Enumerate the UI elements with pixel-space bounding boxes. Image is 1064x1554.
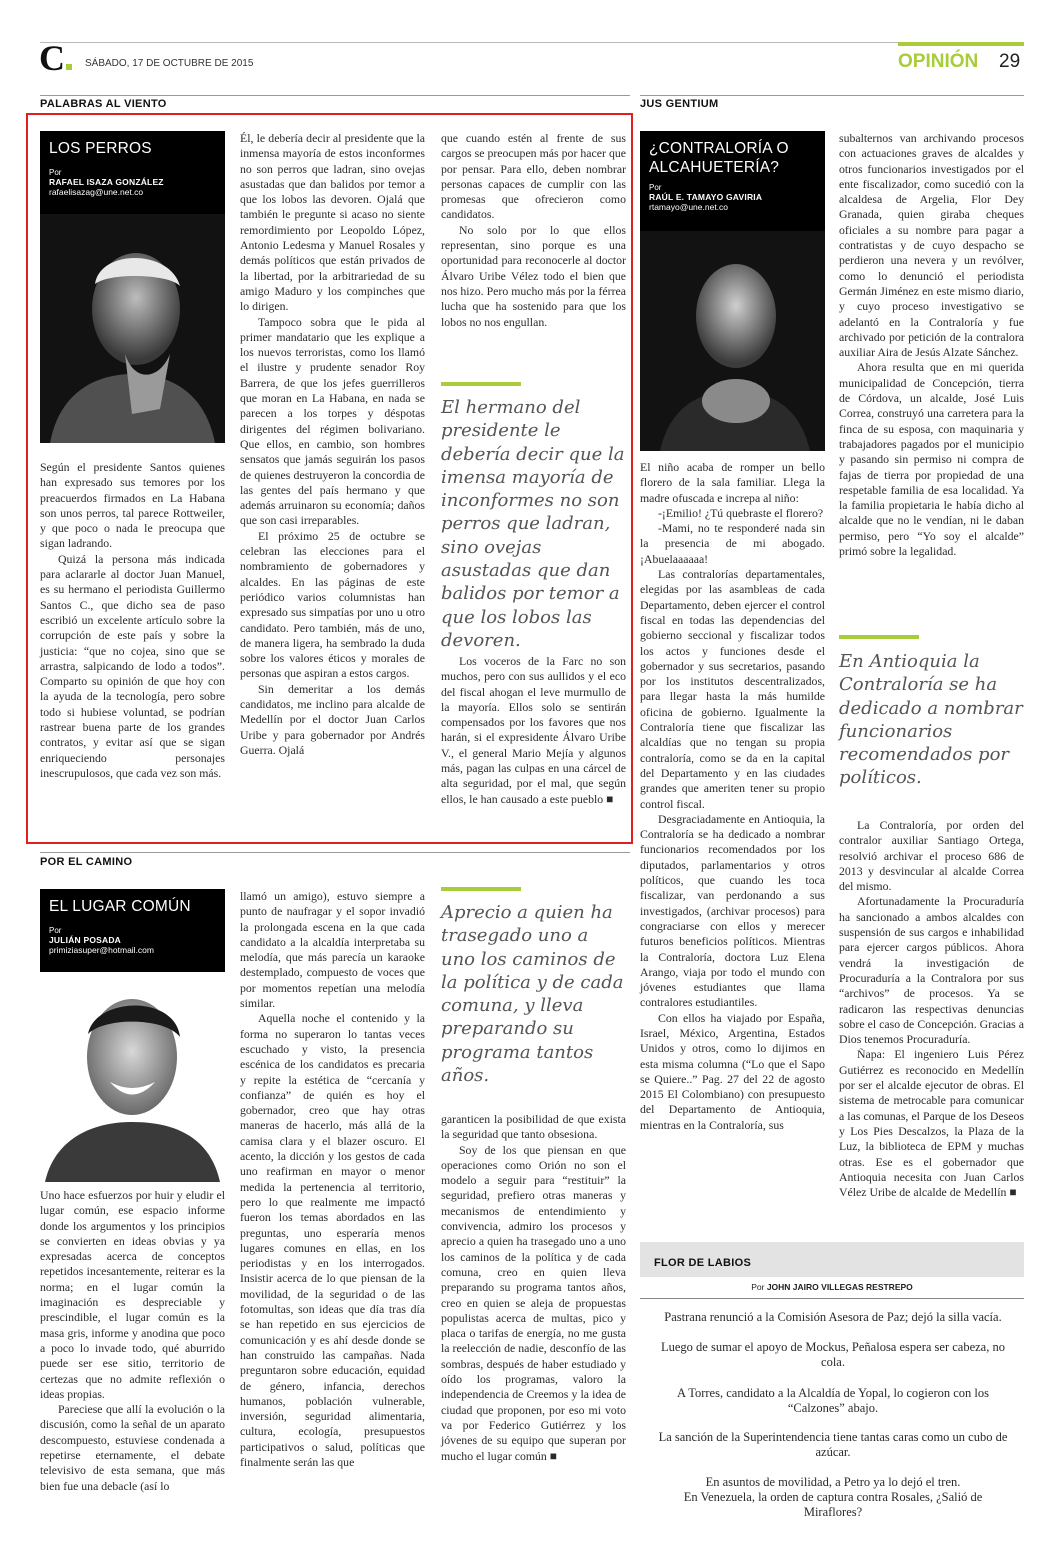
author-email[interactable]: rtamayo@une.net.co (649, 202, 729, 212)
byline-box-perros (40, 131, 225, 214)
col-perros-3a (441, 131, 626, 330)
author-name: JULIÁN POSADA (49, 935, 122, 945)
author-name: JOHN JAIRO VILLEGAS RESTREPO (766, 1282, 913, 1292)
paragraph: No solo por lo que ellos representan, sino porque es una oportunidad para reconocerle al doctor Álvaro Uribe Vélez todo el bien que nos hizo. Pero mucho más por la férrea lucha que ha sostenido para que los lobos no nos engullan. (441, 222, 626, 329)
paragraph: garanticen la posibilidad de que exista la seguridad que tanto obsesiona. (441, 1112, 626, 1142)
by-label: Por (49, 168, 62, 177)
section-accent-bar (898, 42, 1024, 46)
flor-item: Luego de sumar el apoyo de Mockus, Peñalosa espera ser cabeza, no cola. (661, 1340, 1005, 1369)
author-photo (40, 972, 225, 1182)
col-lugar-1 (40, 1188, 225, 1494)
quote-accent (441, 887, 521, 891)
paragraph: Afortunadamente la Procuraduría ha sancionado a ambos alcaldes con suspensión de sus cargos e inhabilidad para ejercer cargos públicos. Ahora vendrá la investigación de Procuraduría a la Contralora por sus “archivos” de procesos. Ya se radicaron las respectivas denuncias sobre el caso de Concepción. Gracias a Dios tenemos Procuraduría. (839, 894, 1024, 1047)
col-perros-2 (240, 131, 425, 758)
kicker-palabras: PALABRAS AL VIENTO (40, 98, 167, 110)
rule (40, 95, 630, 96)
flor-item: La sanción de la Superintendencia tiene tantas caras como un cubo de azúcar. (658, 1430, 1008, 1459)
author-name: RAFAEL ISAZA GONZÁLEZ (49, 177, 164, 187)
article-title: ¿CONTRALORÍA O ALCAHUETERÍA? (649, 140, 789, 176)
paragraph: subalternos van archivando procesos con actuaciones graves de alcaldes y otros funcionarios investigados por el ente fiscalizador, como sucedió con la alcaldesa de Argelia, Flor Dey Granada, quien giraba cheques oficiales a su nombre para pagar a contratistas y de cuyo despacho se perdieron una nevera y un revólver, como lo denunció el periodista Germán Jiménez en este mismo diario, y cuyo proceso investigativo se adelantó en la Contraloría y fue archivado por petición de la contralora auxiliar Aira de Jesús Alzate Sánchez. (839, 131, 1024, 360)
flor-item: En asuntos de movilidad, a Petro ya lo dejó el tren. (705, 1475, 961, 1489)
author-photo (640, 231, 825, 451)
paragraph: Soy de los que piensan en que operaciones como Orión no son el modelo a seguir para “restituir” la seguridad, prefiero otras maneras y mecanismos de entendimiento y convivencia, admiro los procesos y aprecio a quien ha trasegado uno a uno los caminos de la política y de cada comuna, creo en quien lleva preparando su programa tantos años, creo en quien se aleja de propuestas populistas acerca de multas, pico y placa o tarifas de energía, no me gusta la reelección de nadie, desconfío de las sombras, después de haber estudiado y oído los programas, valoro la independencia de Creemos y la idea de ciudad que proponen, por eso mi voto va por Federico Gutiérrez y los jóvenes de su equipo que superan por mucho el lugar común ■ (441, 1142, 626, 1463)
kicker-flor: FLOR DE LABIOS (654, 1257, 752, 1269)
flor-byline (640, 1282, 1024, 1292)
article-title: LOS PERROS (49, 140, 152, 157)
col-perros-1 (40, 460, 225, 781)
byline-box-lugar (40, 889, 225, 972)
kicker-jus: JUS GENTIUM (640, 98, 719, 110)
flor-item: En Venezuela, la orden de captura contra Rosales, ¿Salió de Miraflores? (683, 1490, 983, 1519)
rule (40, 852, 630, 853)
by-label: Por (751, 1282, 765, 1292)
pull-quote: En Antioquia la Contraloría se ha dedicado a nombrar funcionarios recomendados por políticos. (839, 651, 1023, 789)
paragraph: Aquella noche el contenido y la forma no superaron lo tantas veces escuchado y visto, la presencia escénica de los candidatos es precaria y repite la estética de “cercanía y confianza” de quién es hoy el gobernador, creo que hay otras maneras de hacerlo, más allá de la camisa clara y el blazer oscuro. El acento, la dicción y los gestos de cada uno reafirman en mayor o menor medida la pertenencia al territorio, pero lo que realmente me impactó fueron los temas abordados en las preguntas, uno esperaría menos lugares comunes en ellas, en los periodistas y en los interrogados. Insistir acerca de lo que piensan de la movilidad, de la seguridad o de las fotomultas, son ideas que día tras día se han repetido en sus ejercicios de comunicación y es ahí desde donde se han construido las campañas. Nada preguntaron sobre educación, equidad de género, infancia, derechos humanos, población vulnerable, inversión, seguridad alimentaria, cultura, ecología, presupuestos participativos o salud, políticas que finalmente serán las que (240, 1011, 425, 1469)
paragraph: Los voceros de la Farc no son muchos, pero con sus aullidos y el eco del fiscal ahogan el leve murmullo de la mayoría. Ellos solo se sentirán compensados por los favores que nos harán, si el expresidente Álvaro Uribe V., el general Mario Mejía y algunos más, pagan las culpas en una cárcel de alta seguridad, por el mal, que según ellos, le han causado a este pueblo ■ (441, 654, 626, 806)
pull-quote: El hermano del presidente le debería decir que la imensa mayoría de inconformes no son perros que ladran, sino ovejas asustadas que dan balidos por temor a que los lobos las devoren. (441, 397, 625, 651)
col-lugar-3 (441, 1112, 626, 1464)
paragraph: Tampoco sobra que le pida al primer mandatario que les explique a los nuevos terroristas, como los llamó el ilustre y prudente senador Roy Barrera, de que los jefes guerrilleros que moran en La Habana, en nada se parecen a los torpes y déspotas dirigentes del régimen bolivariano. Que ellos, en cambio, son hombres sensatos que jamás seguirán los pasos de quienes destruyeron la concordia de las gentes del país hermano y que además arruinaron su economía; daños que son casi irreparables. (240, 314, 425, 528)
paragraph: La Contraloría, por orden del contralor auxiliar Santiago Ortega, resolvió archivar el proceso 686 de 2013 y desvincular al alcalde Correa del mismo. (839, 818, 1024, 894)
paragraph: Ahora resulta que en mi querida municipalidad de Concepción, tierra de Córdova, un alcalde, José Luis Correa, construyó una carretera para la finca de su esposa, con maquinaria y trabajadores pagados por el municipio y pasando sin permiso ni compra de fajas de tierra por propiedad de una respetable familia de esa localidad. Ya la familia propietaria le había dicho al alcalde que no le vendían, ni le daban permiso, pero “Yo soy el alcalde” primó sobre la legalidad. (839, 360, 1024, 559)
author-email[interactable]: primiziasuper@hotmail.com (49, 945, 154, 955)
flor-item: Pastrana renunció a la Comisión Asesora de Paz; dejó la silla vacía. (664, 1310, 1002, 1324)
author-email[interactable]: rafaelisazag@une.net.co (49, 187, 144, 197)
flor-divider (640, 1298, 1024, 1299)
paragraph: que cuando estén al frente de sus cargos se preocupen más por hacer que por pensar. Para ello, deben nombrar personas capaces de cumplir con las promesas que ofrecieron como candidatos. (441, 131, 626, 222)
by-label: Por (649, 183, 662, 192)
top-rule (40, 42, 1024, 43)
issue-date: SÁBADO, 17 DE OCTUBRE DE 2015 (85, 58, 254, 69)
col-jus-1 (640, 460, 825, 1133)
paragraph: Las contralorías departamentales, elegidas por las asambleas de cada Departamento, deben ejercer el control fiscal en todas las dependencias del gobierno seccional y fiscalizar todos los actos y funciones desde el gobernador y sus secretarios, pasando por los institutos descentralizados, para llegar hasta la más humilde oficina de gobierno. Igualmente la Contraloría tiene que fiscalizar las alcaldías que no tengan su propia contraloría, como se da en la capital del Departamento y en las ciudades grandes que ameriten tener su propio control fiscal. (640, 567, 825, 811)
author-photo (40, 214, 225, 443)
page-number: 29 (999, 51, 1021, 72)
paragraph: El próximo 25 de octubre se celebran las elecciones para el nombramiento de gobernadores y alcaldes. En las páginas de este periódico varios columnistas han expresado sus simpatías por uno u otro candidato. Pero también, más de uno, de manera ligera, ha sembrado la duda sobre los valores éticos y morales de personas que aspiran a estos cargos. (240, 528, 425, 681)
paragraph: Uno hace esfuerzos por huir y eludir el lugar común, ese espacio informe donde los argumentos y los principios se convierten en ideas obvias y ya expresadas acerca de conceptos repetidos incesantemente, reiterar es la norma; en el lugar común la imaginación es despreciable y prescindible, el lugar común es la masa gris, informe y anodina que poco a poco lo invade todo, qué aburrido puede ser ese sitio, territorio de certezas que no admite reflexión o ideas propias. (40, 1188, 225, 1401)
col-perros-3b (441, 654, 626, 807)
paragraph: Con ellos ha viajado por España, Israel, México, Argentina, Estados Unidos y otros, como lo dijimos en esta misma columna (“Lo que el Sapo se Quiere..” Pag. 27 del 22 de agosto 2015 El Colombiano) con presupuesto del Departamento de Antioquia, mientras en la Contraloría, sus (640, 1010, 825, 1132)
section-title: OPINIÓN (898, 51, 979, 72)
flor-box (640, 1242, 1024, 1554)
pull-quote: Aprecio a quien ha trasegado uno a uno los caminos de la política y de cada comuna, y lleva preparando su programa tantos años. (441, 902, 624, 1087)
byline-box-jus (640, 131, 825, 231)
kicker-camino: POR EL CAMINO (40, 856, 133, 868)
col-lugar-2 (240, 889, 425, 1470)
flor-item: A Torres, candidato a la Alcaldía de Yopal, lo cogieron con los “Calzones” abajo. (676, 1386, 990, 1415)
paragraph: El niño acaba de romper un bello florero de la sala familiar. Llega la madre ofuscada e increpa al niño: (640, 460, 825, 505)
paragraph: -Mami, no te responderé nada sin la presencia de mi abogado. ¡Abuelaaaaaa! (640, 521, 825, 566)
by-label: Por (49, 926, 62, 935)
paragraph: Él, le debería decir al presidente que la inmensa mayoría de estos inconformes no son perros que ladran, sino ovejas asustadas que dan balidos por temor a que los lobos las devoren. Ojalá que también le pregunte si acaso no siente remordimiento por Leopoldo López, Antonio Ledesma y Manuel Rosales y demás políticos que están privados de la libertad, por la arbitrariedad de su amigo Maduro y los compinches que lo dirigen. (240, 131, 425, 314)
author-name: RAÚL E. TAMAYO GAVIRIA (649, 192, 763, 202)
paragraph: Pareciese que allí la evolución o la discusión, como la señal de un aparato descompuesto, estuviese condenada a repetirse eternamente, el debate televisivo de esta semana, que más bien fue una debacle (así lo (40, 1402, 225, 1493)
paragraph: -¡Emilio! ¿Tú quebraste el florero? (658, 505, 824, 520)
paragraph: Según el presidente Santos quienes han expresado sus temores por los preacuerdos firmados en La Habana son unos perros, tal parece Rottweiler, y que poco o nada le preocupa que sigan ladrando. (40, 460, 225, 551)
flor-header (640, 1242, 1024, 1277)
logo-dot (66, 64, 72, 70)
quote-accent (441, 382, 521, 386)
paragraph: Sin demeritar a los demás candidatos, me inclino para alcalde de Medellín por el doctor Juan Carlos Uribe y para gobernador por Andrés Guerra. Ojalá (240, 681, 425, 757)
paragraph: llamó un amigo), estuvo siempre a punto de naufragar y el sopor invadió la prolongada escena en la que cada candidato a la alcaldía interpretaba su melodía, que más parecía un karaoke destemplado, compuesto de voces que por momentos repetían una melodía similar. (240, 889, 425, 1011)
quote-accent (839, 635, 919, 639)
article-title: EL LUGAR COMÚN (49, 898, 191, 915)
rule (640, 95, 1024, 96)
paragraph: Ñapa: El ingeniero Luis Pérez Gutiérrez es reconocido en Medellín por ser el alcalde ejecutor de obras. El sistema de metrocable para comunicar a las comunas, el Parque de los Deseos y Los Pies Descalzos, la Plaza de la Luz, la biblioteca de EPM y muchas otras. Ese es el gobernador que Antioquia necesita con Juan Carlos Vélez Uribe de alcalde de Medellín ■ (839, 1047, 1024, 1200)
paragraph: Quizá la persona más indicada para aclararle al doctor Juan Manuel, es su hermano el periodista Guillermo Santos C., que dicho sea de paso escribió un excelente artículo sobre la corrupción de este país y sobre la justicia: “que no cojea, sino que se arrastra, salpicando de lodo a todos”. Comparto su opinión de que hoy con la ayuda de la tecnología, pero sobre todo si hubiese voluntad, se podrían rastrear buena parte de los grandes contratos, y evitar así que se sigan enriqueciendo personajes inescrupulosos, que cada vez son más. (40, 551, 225, 780)
paragraph: Desgraciadamente en Antioquia, la Contraloría se ha dedicado a nombrar funcionarios recomendados por los diputados, parlamentarios y otros políticos, que cuando les toca fiscalizar, van perdonando a sus investigados, (archivar procesos) para congraciarse con ellos y merecer futuros beneficios políticos. Mientras la Contraloría, doctora Luz Elena Arango, viaja por todo el mundo con jóvenes estudiantes que llama contralores estudiantiles. (640, 811, 825, 1010)
col-jus-2b (839, 818, 1024, 1200)
col-jus-2a (839, 131, 1024, 559)
logo: C (39, 40, 72, 76)
